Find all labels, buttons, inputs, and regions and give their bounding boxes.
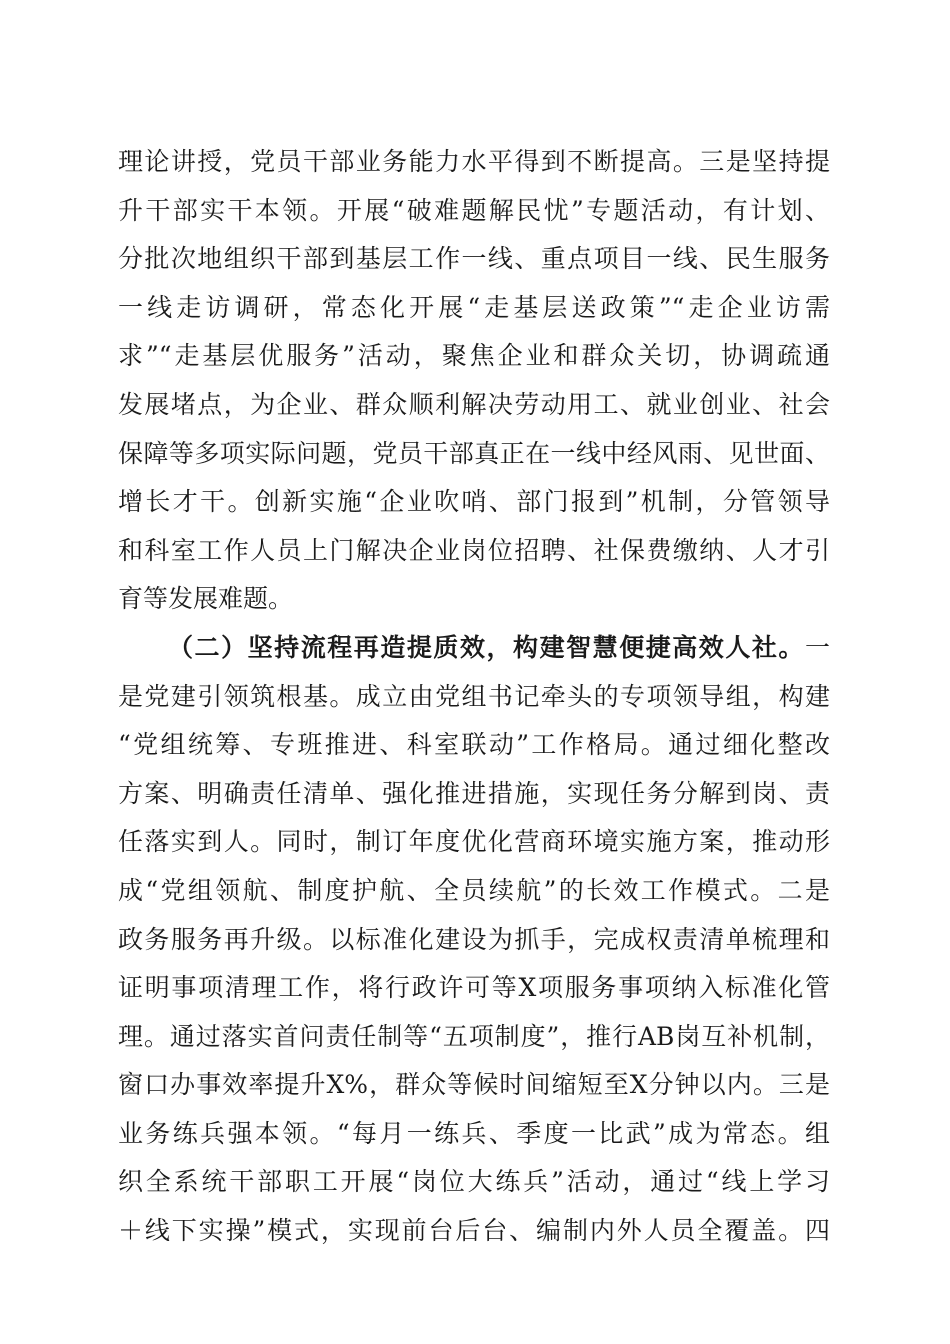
text-line: ＋线下实操”模式，实现前台后台、编制内外人员全覆盖。四 [118,1216,830,1246]
text-line: 育等发展难题。 [118,584,294,614]
text-line: “党组统筹、专班推进、科室联动”工作格局。通过细化整改 [118,730,830,760]
text-line: 窗口办事效率提升X%，群众等候时间缩短至X分钟以内。三是 [118,1070,830,1100]
text-line: 理。通过落实首问责任制等“五项制度”，推行AB岗互补机制， [118,1021,830,1051]
text-line: 求”“走基层优服务”活动，聚焦企业和群众关切，协调疏通 [118,341,830,371]
text-line: 方案、明确责任清单、强化推进措施，实现任务分解到岗、责 [118,778,830,808]
text-line: 发展堵点，为企业、群众顺利解决劳动用工、就业创业、社会 [118,389,830,419]
body-text [118,138,830,1256]
text-line: 任落实到人。同时，制订年度优化营商环境实施方案，推动形 [118,827,830,857]
text-line: 业务练兵强本领。“每月一练兵、季度一比武”成为常态。组 [118,1118,830,1148]
text-line: 成“党组领航、制度护航、全员续航”的长效工作模式。二是 [118,875,830,905]
text-line: 理论讲授，党员干部业务能力水平得到不断提高。三是坚持提 [118,147,830,176]
section-heading-line [118,624,830,673]
text-line: 是党建引领筑根基。成立由党组书记牵头的专项领导组，构建 [118,681,830,711]
paragraph-2 [118,624,830,1256]
text-line: 政务服务再升级。以标准化建设为抓手，完成权责清单梳理和 [118,924,830,954]
text-line: 织全系统干部职工开展“岗位大练兵”活动，通过“线上学习 [118,1167,830,1197]
text-line: 保障等多项实际问题，党员干部真正在一线中经风雨、见世面、 [118,438,830,468]
text-fragment: 一 [804,632,830,662]
text-line: 一线走访调研，常态化开展“走基层送政策”“走企业访需 [118,292,830,322]
text-line: 证明事项清理工作，将行政许可等X项服务事项纳入标准化管 [118,973,830,1003]
section-heading: （二）坚持流程再造提质效，构建智慧便捷高效人社。 [168,632,805,662]
paragraph-1 [118,138,830,624]
text-line: 分批次地组织干部到基层工作一线、重点项目一线、民生服务 [118,244,830,274]
text-line: 和科室工作人员上门解决企业岗位招聘、社保费缴纳、人才引 [118,535,830,565]
text-line: 增长才干。创新实施“企业吹哨、部门报到”机制，分管领导 [118,487,830,517]
text-line: 升干部实干本领。开展“破难题解民忧”专题活动，有计划、 [118,195,830,225]
